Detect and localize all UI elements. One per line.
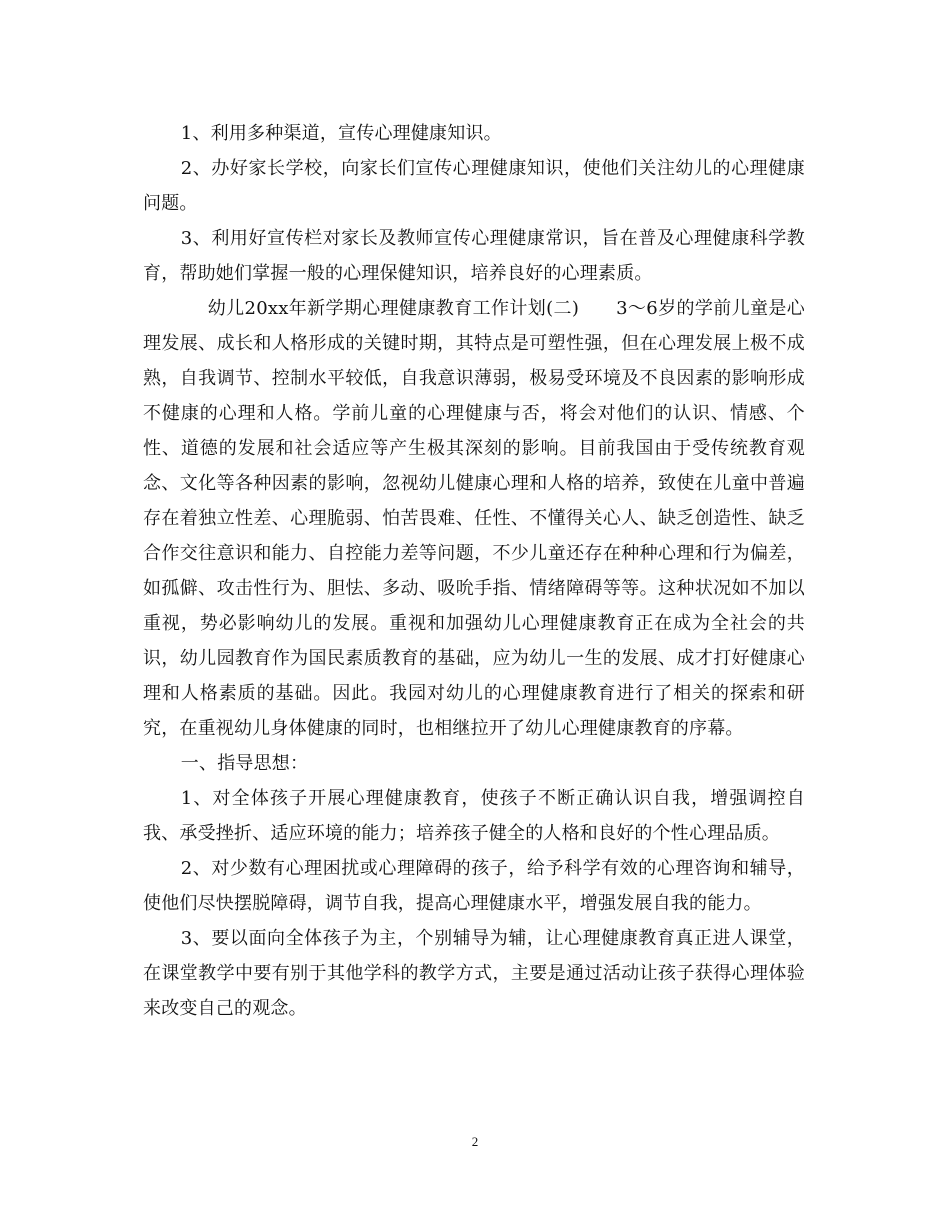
guiding-point-2: 2、对少数有心理困扰或心理障碍的孩子，给予科学有效的心理咨询和辅导，使他们尽快摆脱障碍，调节自我，提高心理健康水平，增强发展自我的能力。 xyxy=(143,858,805,914)
section-heading-guiding-thought: 一、指导思想： xyxy=(180,753,309,774)
paragraph-item-3: 3、利用好宣传栏对家长及教师宣传心理健康常识，旨在普及心理健康科学教育，帮助她们掌握一般的心理保健知识，培养良好的心理素质。 xyxy=(143,228,805,284)
paragraph-item-2: 2、办好家长学校，向家长们宣传心理健康知识，使他们关注幼儿的心理健康问题。 xyxy=(143,158,805,214)
document-body xyxy=(143,116,805,1026)
guiding-point-1: 1、对全体孩子开展心理健康教育，使孩子不断正确认识自我，增强调控自我、承受挫折、适应环境的能力；培养孩子健全的人格和良好的个性心理品质。 xyxy=(143,788,805,844)
plan-intro-paragraph: 幼儿20xx年新学期心理健康教育工作计划(二) 3～6岁的学前儿童是心理发展、成长和人格形成的关键时期，其特点是可塑性强，但在心理发展上极不成熟，自我调节、控制水平较低，自我意识薄弱，极易受环境及不良因素的影响形成不健康的心理和人格。学前儿童的心理健康与否，将会对他们的认识、情感、个性、道德的发展和社会适应等产生极其深刻的影响。目前我国由于受传统教育观念、文化等各种因素的影响，忽视幼儿健康心理和人格的培养，致使在儿童中普遍存在着独立性差、心理脆弱、怕苦畏难、任性、不懂得关心人、缺乏创造性、缺乏合作交往意识和能力、自控能力差等问题，不少儿童还存在种种心理和行为偏差，如孤僻、攻击性行为、胆怯、多动、吸吮手指、情绪障碍等等。这种状况如不加以重视，势必影响幼儿的发展。重视和加强幼儿心理健康教育正在成为全社会的共识，幼儿园教育作为国民素质教育的基础，应为幼儿一生的发展、成才打好健康心理和人格素质的基础。因此。我园对幼儿的心理健康教育进行了相关的探索和研究，在重视幼儿身体健康的同时，也相继拉开了幼儿心理健康教育的序幕。 xyxy=(143,298,805,739)
guiding-point-3: 3、要以面向全体孩子为主，个别辅导为辅，让心理健康教育真正进人课堂，在课堂教学中要有别于其他学科的教学方式，主要是通过活动让孩子获得心理体验来改变自己的观念。 xyxy=(143,928,805,1019)
page-number: 2 xyxy=(471,1134,479,1149)
paragraph-item-1: 1、利用多种渠道，宣传心理健康知识。 xyxy=(180,123,502,144)
